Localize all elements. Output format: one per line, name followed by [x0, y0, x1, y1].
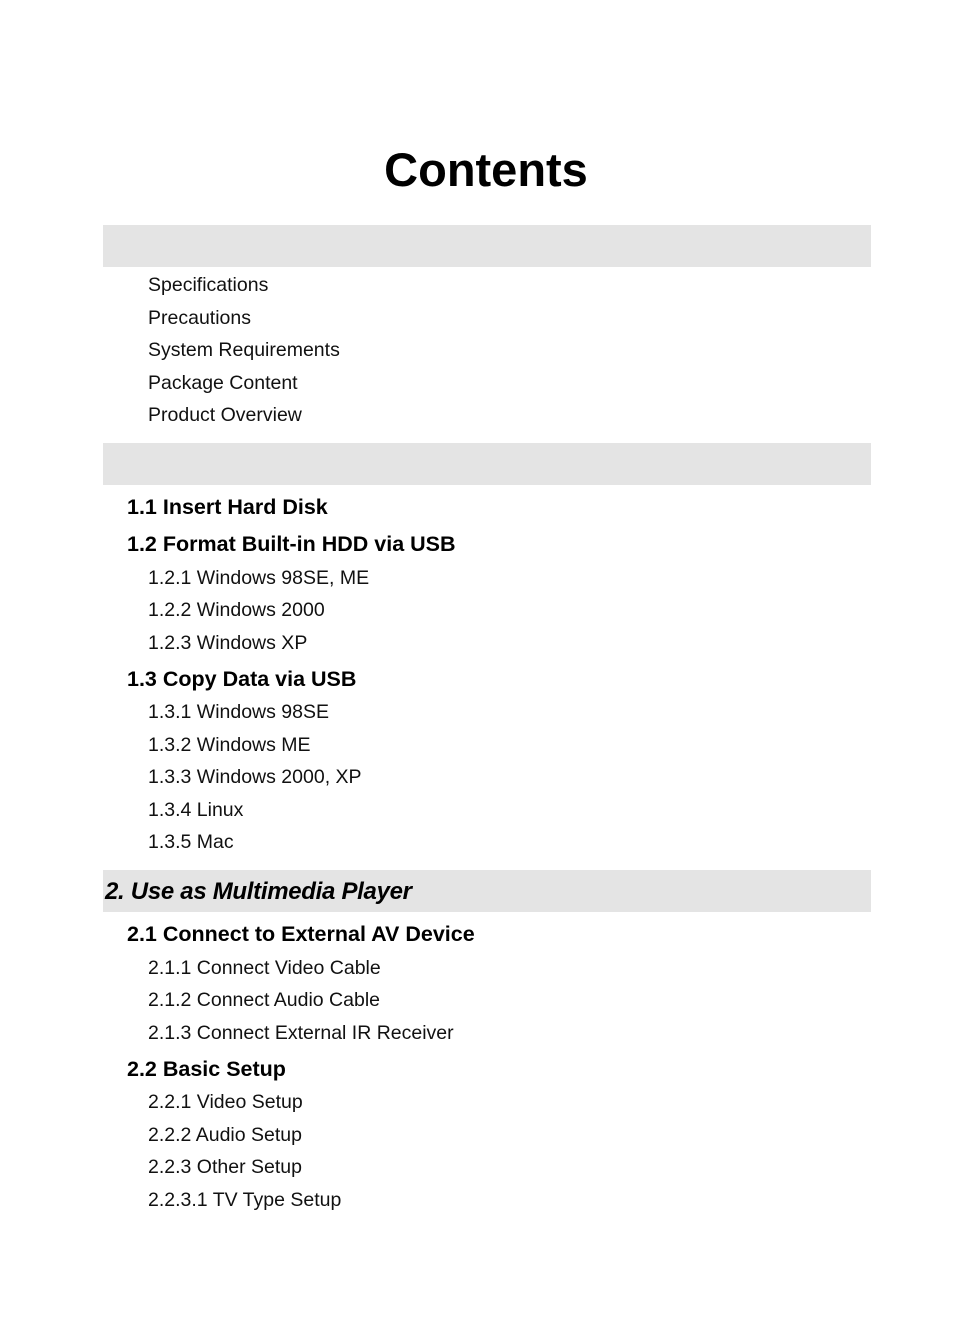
toc-entry-1-2-2[interactable]: 1.2.2 Windows 2000 — [148, 599, 325, 621]
page-title: Contents — [384, 143, 588, 196]
section-header-band — [103, 443, 871, 485]
toc-entry-2-2-1[interactable]: 2.2.1 Video Setup — [148, 1091, 303, 1113]
toc-entry-1-3-5[interactable]: 1.3.5 Mac — [148, 831, 234, 853]
toc-entry-2-1-3[interactable]: 2.1.3 Connect External IR Receiver — [148, 1022, 454, 1044]
toc-entry-system-requirements[interactable]: System Requirements — [148, 339, 340, 361]
toc-entry-1-2-3[interactable]: 1.2.3 Windows XP — [148, 632, 308, 654]
toc-subsection-connect-av[interactable]: 2.1 Connect to External AV Device — [127, 922, 475, 946]
toc-subsection-insert-hard-disk[interactable]: 1.1 Insert Hard Disk — [127, 495, 328, 519]
toc-entry-1-3-2[interactable]: 1.3.2 Windows ME — [148, 734, 311, 756]
toc-entry-1-2-1[interactable]: 1.2.1 Windows 98SE, ME — [148, 567, 370, 589]
toc-entry-2-1-2[interactable]: 2.1.2 Connect Audio Cable — [148, 989, 381, 1011]
toc-subsection-copy-data[interactable]: 1.3 Copy Data via USB — [127, 667, 357, 691]
toc-subsection-basic-setup[interactable]: 2.2 Basic Setup — [127, 1057, 286, 1081]
toc-entry-2-2-3-1[interactable]: 2.2.3.1 TV Type Setup — [148, 1189, 342, 1211]
toc-entry-2-1-1[interactable]: 2.1.1 Connect Video Cable — [148, 957, 381, 979]
toc-entry-package-content[interactable]: Package Content — [148, 372, 298, 394]
toc-entry-2-2-2[interactable]: 2.2.2 Audio Setup — [148, 1124, 302, 1146]
toc-entry-1-3-4[interactable]: 1.3.4 Linux — [148, 799, 244, 821]
toc-subsection-format-hdd[interactable]: 1.2 Format Built-in HDD via USB — [127, 532, 456, 556]
toc-entry-2-2-3[interactable]: 2.2.3 Other Setup — [148, 1156, 302, 1178]
toc-entry-product-overview[interactable]: Product Overview — [148, 404, 302, 426]
toc-entry-precautions[interactable]: Precautions — [148, 307, 251, 329]
section-header-band — [103, 225, 871, 267]
section-heading[interactable]: 2. Use as Multimedia Player — [105, 878, 412, 905]
section-header-band — [103, 870, 871, 912]
toc-entry-specifications[interactable]: Specifications — [148, 274, 269, 296]
toc-entry-1-3-1[interactable]: 1.3.1 Windows 98SE — [148, 701, 330, 723]
toc-entry-1-3-3[interactable]: 1.3.3 Windows 2000, XP — [148, 766, 362, 788]
